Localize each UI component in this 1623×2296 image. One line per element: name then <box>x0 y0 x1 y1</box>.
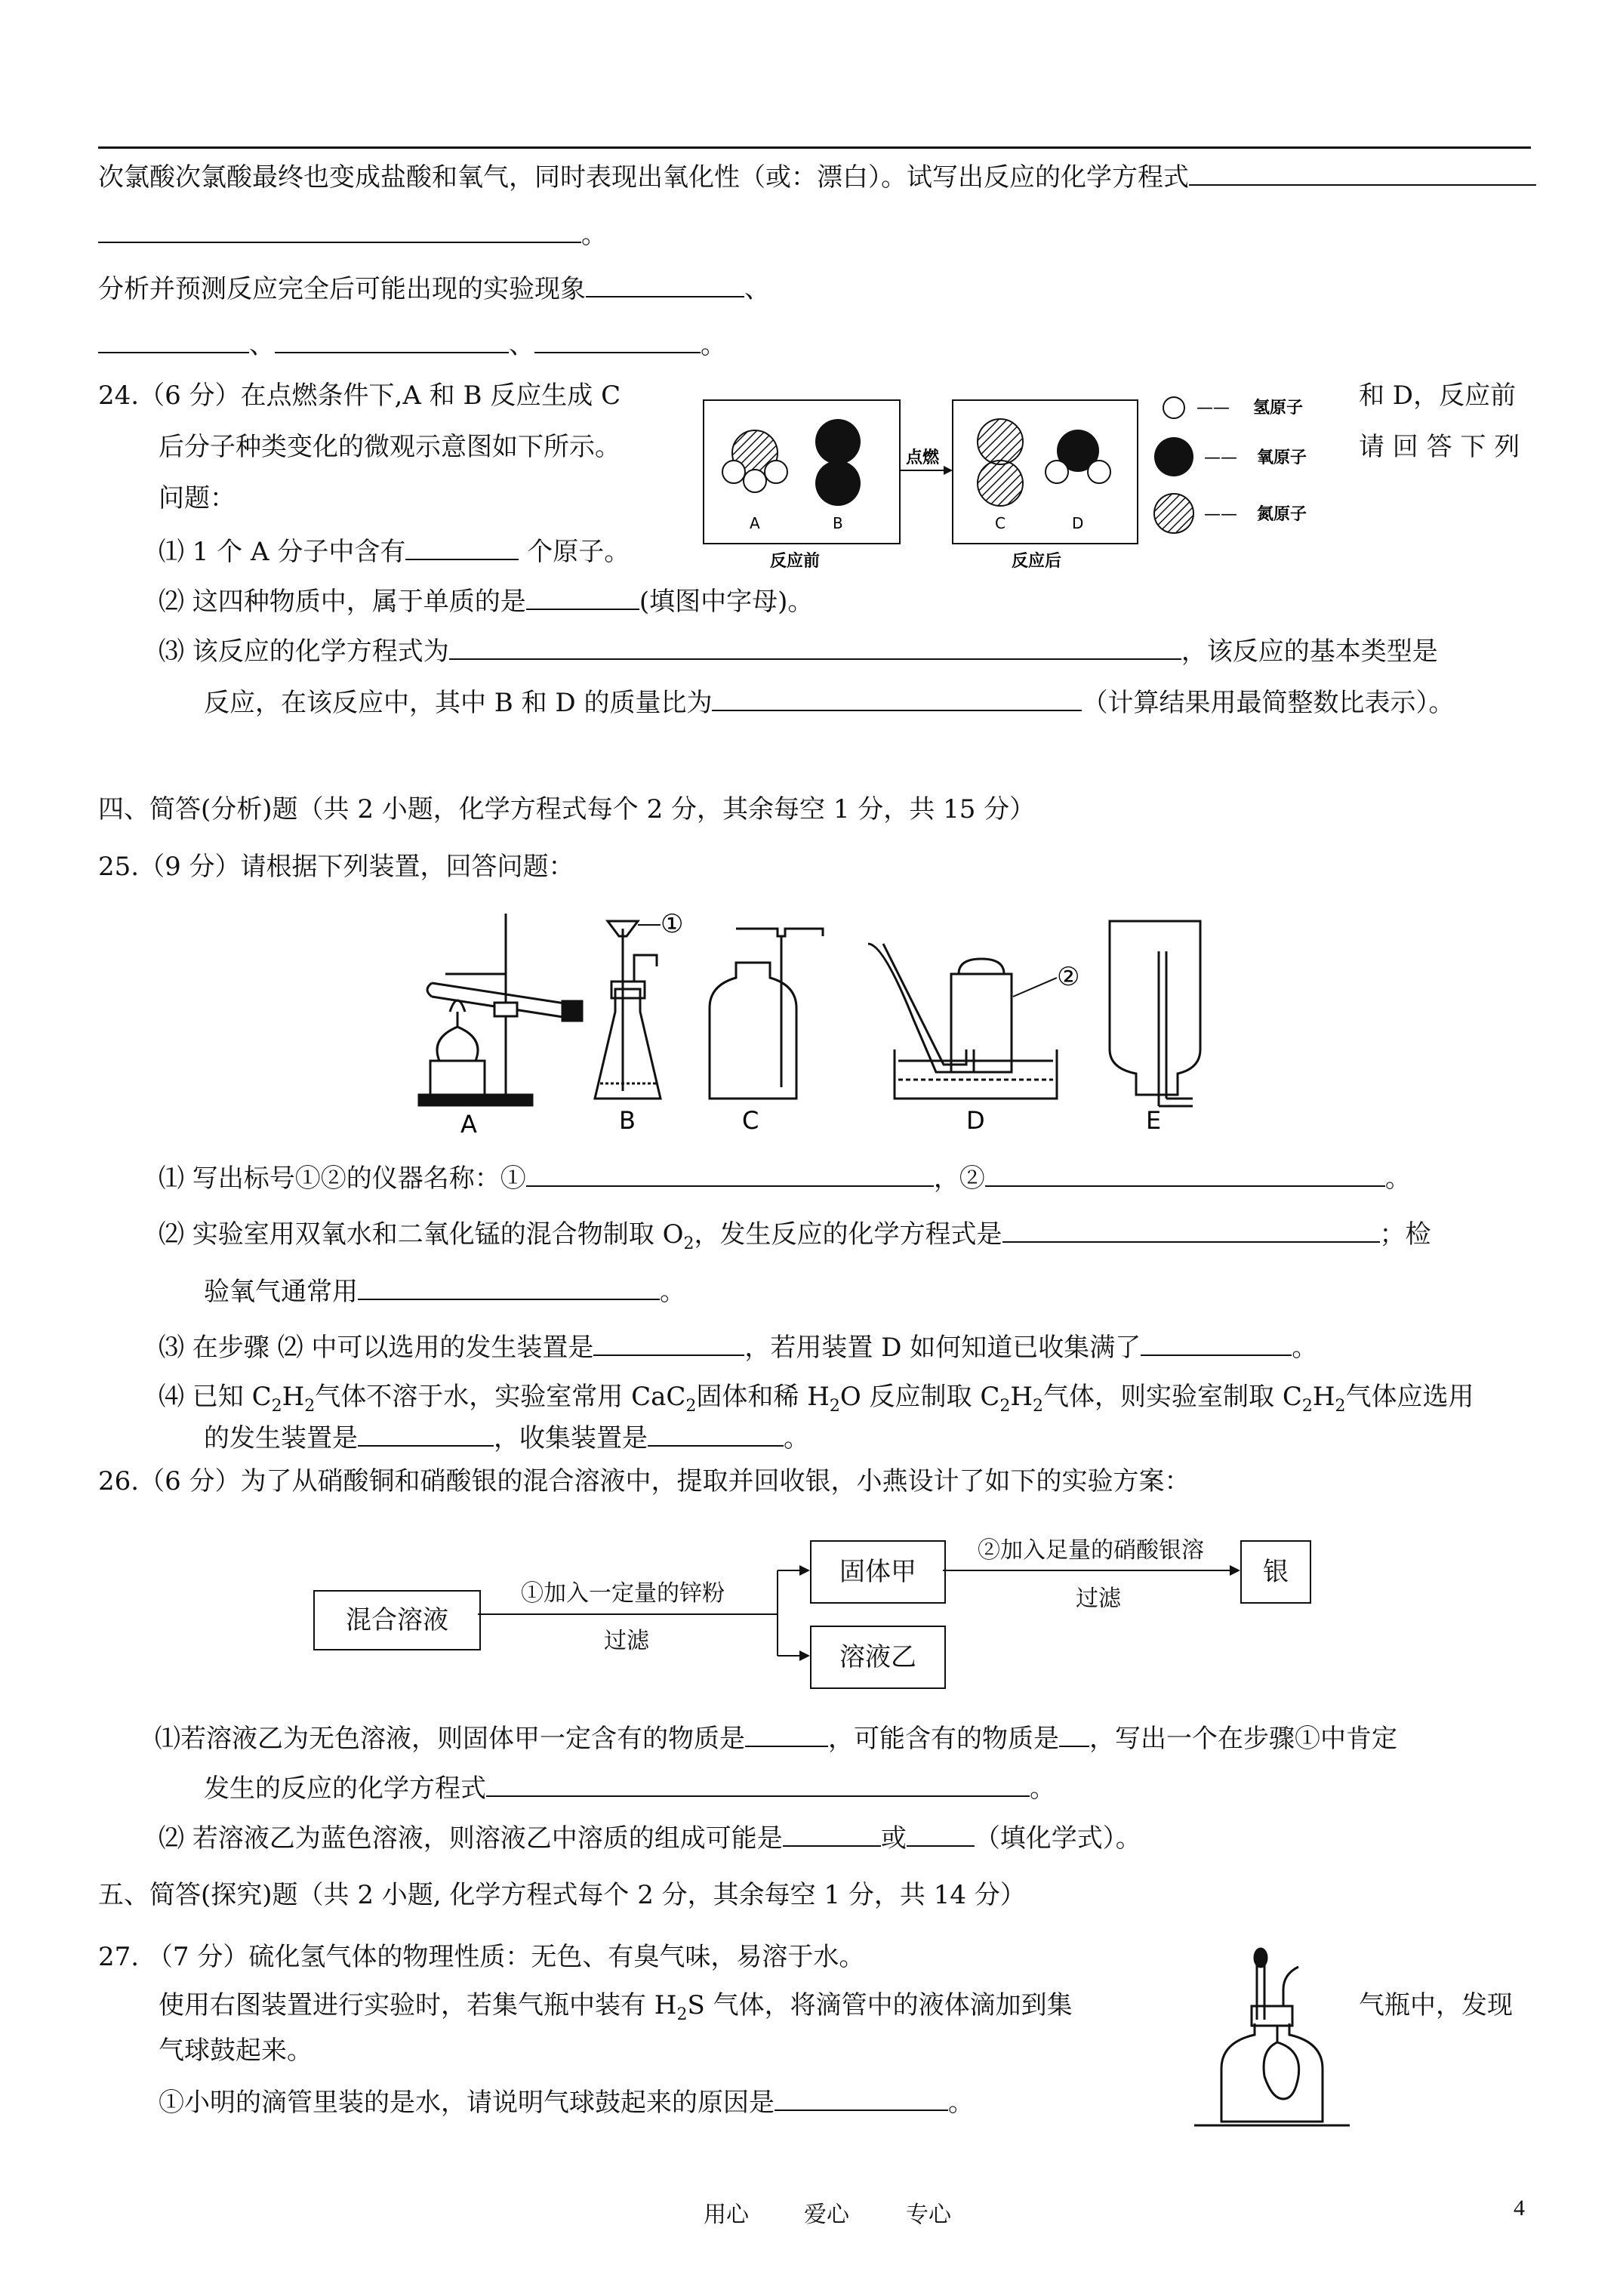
before-label: 反应前 <box>770 552 821 571</box>
legend-dash: —— <box>1196 399 1230 418</box>
q26-sub-1 <box>155 1720 1397 1757</box>
q25-head: 25.（9 分）请根据下列装置，回答问题： <box>98 852 574 882</box>
legend-dash: —— <box>1204 448 1237 467</box>
mark-2-leader <box>1013 978 1057 997</box>
q24-line-3: 问题： <box>159 483 236 513</box>
q26-s1d: 发生的反应的化学方程式 <box>204 1774 486 1804</box>
q26-s2c: （填化学式）。 <box>974 1823 1141 1854</box>
mark-1: ① <box>661 909 684 939</box>
intro-line-3 <box>98 270 770 307</box>
apparatus-C <box>710 929 823 1099</box>
intro-line-4 <box>98 326 726 363</box>
q24-sub-1 <box>159 533 630 570</box>
subscript: 2 <box>683 1234 694 1253</box>
page-number: 4 <box>1514 2196 1525 2220</box>
blank[interactable] <box>275 326 509 353</box>
q24-head-right: 和 D，反应前 <box>1359 381 1517 411</box>
q26-s1c: ，写出一个在步骤①中肯定 <box>1089 1724 1397 1754</box>
hydrogen-atom <box>1046 461 1068 483</box>
period: 。 <box>581 220 607 250</box>
q25-s3b: ，若用装置 D 如何知道已收集满了 <box>744 1333 1141 1363</box>
box-mixed-solution: 混合溶液 <box>313 1590 481 1650</box>
arrow2-bottom-label: 过滤 <box>1076 1586 1121 1612</box>
q25-s4b: H <box>282 1382 305 1412</box>
oxygen-atom <box>815 461 861 506</box>
blank[interactable] <box>98 216 581 243</box>
blank[interactable] <box>98 326 249 353</box>
react-arrow-head <box>944 466 953 475</box>
q27-head: 27. （7 分）硫化氢气体的物理性质：无色、有臭气味，易溶于水。 <box>98 1942 865 1972</box>
q26-sub-2 <box>159 1820 1141 1857</box>
blank[interactable] <box>1189 159 1536 186</box>
blank[interactable] <box>526 583 639 610</box>
period: 。 <box>948 2088 974 2118</box>
q25-sub-4b <box>204 1419 809 1456</box>
q24-s1a: ⑴ 1 个 A 分子中含有 <box>159 537 406 567</box>
q24-sub-3 <box>159 633 1438 670</box>
box-solid-jia: 固体甲 <box>810 1540 946 1604</box>
arrow1-top-label: ①加入一定量的锌粉 <box>521 1580 725 1607</box>
blank[interactable] <box>985 1160 1385 1187</box>
q25-s4g: 气体应选用 <box>1345 1382 1474 1412</box>
q24-s3c: 反应，在该反应中，其中 B 和 D 的质量比为 <box>204 688 713 718</box>
label-D: D <box>1072 514 1084 532</box>
footer-b: 爱心 <box>804 2202 849 2228</box>
legend-nitrogen-icon <box>1154 494 1193 533</box>
box-solution-yi: 溶液乙 <box>810 1626 946 1689</box>
legend-hydrogen-icon <box>1163 397 1184 418</box>
q24-sub-3b <box>204 684 1454 721</box>
footer-a: 用心 <box>704 2202 749 2228</box>
apparatus-figure <box>400 898 1246 1140</box>
subscript: 2 <box>1301 1396 1313 1416</box>
q24-s2a: ⑵ 这四种物质中，属于单质的是 <box>159 587 526 617</box>
mark-2: ② <box>1057 962 1080 992</box>
q25-s4i: ，收集装置是 <box>494 1423 648 1453</box>
q25-s1a: ⑴ 写出标号①②的仪器名称：① <box>159 1163 526 1194</box>
sep: 、 <box>249 330 275 360</box>
q25-s2d: 验氧气通常用 <box>204 1277 358 1307</box>
q27-l2b: S 气体，将滴管中的液体滴加到集 <box>687 1990 1073 2020</box>
q25-s4b: H <box>1010 1382 1033 1412</box>
label-C: C <box>995 514 1006 532</box>
oxygen-atom <box>815 419 861 464</box>
legend-nitrogen: 氮原子 <box>1257 505 1307 524</box>
q26-s2b: 或 <box>880 1823 907 1854</box>
period: 。 <box>1030 1774 1055 1804</box>
q24-s2b: (填图中字母)。 <box>639 587 814 617</box>
period: 。 <box>784 1423 809 1453</box>
apparatus-B <box>595 921 661 1099</box>
blank[interactable] <box>526 1160 934 1187</box>
ignite-label: 点燃 <box>906 448 940 467</box>
q24-sub-2 <box>159 583 813 620</box>
subscript: 2 <box>1335 1396 1346 1416</box>
legend-hydrogen: 氢原子 <box>1253 399 1304 418</box>
blank[interactable] <box>1002 1216 1380 1243</box>
blank[interactable] <box>593 1329 744 1356</box>
apparatus-A <box>419 914 582 1105</box>
blank[interactable] <box>712 684 1082 711</box>
label-A: A <box>460 1110 477 1139</box>
q25-s3a: ⑶ 在步骤 ⑵ 中可以选用的发生装置是 <box>159 1333 594 1363</box>
apparatus-E <box>1110 921 1200 1106</box>
sep: 、 <box>744 274 770 304</box>
blank[interactable] <box>1059 1720 1089 1747</box>
sep: 、 <box>509 330 534 360</box>
q25-s2a: ⑵ 实验室用双氧水和二氧化锰的混合物制取 O <box>159 1219 684 1250</box>
intro-text-1: 次氯酸次氯酸最终也变成盐酸和氧气，同时表现出氧化性（或：漂白）。试写出反应的化学方程式 <box>98 162 1189 193</box>
q25-s4d: 固体和稀 H <box>696 1382 830 1412</box>
q25-sub-2b <box>204 1273 685 1310</box>
section-5-heading: 五、简答(探究)题（共 2 小题, 化学方程式每个 2 分，其余每空 1 分，共 14 分） <box>98 1880 1026 1910</box>
blank[interactable] <box>405 533 519 560</box>
apparatus-D <box>868 944 1057 1099</box>
q24-head: 24.（6 分）在点燃条件下,A 和 B 反应生成 C <box>98 381 621 411</box>
subscript: 2 <box>1033 1396 1044 1416</box>
subscript: 2 <box>685 1396 697 1416</box>
section-4-heading: 四、简答(分析)题（共 2 小题，化学方程式每个 2 分，其余每空 1 分，共 15 分） <box>98 794 1036 824</box>
blank[interactable] <box>745 1720 828 1747</box>
q25-s4a: ⑷ 已知 C <box>159 1382 272 1412</box>
blank[interactable] <box>358 1273 660 1300</box>
blank[interactable] <box>1141 1329 1292 1356</box>
subscript: 2 <box>676 2005 688 2024</box>
intro-line-2 <box>98 216 607 253</box>
molecule-diagram <box>694 381 1540 581</box>
q27-l4a: ①小明的滴管里装的是水，请说明气球鼓起来的原因是 <box>159 2088 775 2118</box>
legend-oxygen-icon <box>1154 437 1193 476</box>
hydrogen-atom <box>744 470 766 492</box>
q24-line-2-right: 请 回 答 下 列 <box>1359 432 1520 462</box>
blank[interactable] <box>783 1820 881 1847</box>
q24-s3b: ，该反应的基本类型是 <box>1181 636 1438 667</box>
q24-s1b: 个原子。 <box>527 537 630 567</box>
subscript: 2 <box>271 1396 282 1416</box>
q26-s1a: ⑴若溶液乙为无色溶液，则固体甲一定含有的物质是 <box>155 1724 745 1754</box>
q27-line-4 <box>159 2084 974 2121</box>
intro-line-1 <box>98 159 1536 196</box>
q25-s2b: ，发生反应的化学方程式是 <box>694 1219 1002 1250</box>
q24-s3d: （计算结果用最简整数比表示）。 <box>1082 688 1455 718</box>
q25-sub-3 <box>159 1329 1317 1366</box>
q27-line-2-right: 气瓶中，发现 <box>1359 1990 1513 2020</box>
gas-bottle-figure <box>1193 1944 1359 2133</box>
hydrogen-atom <box>1088 461 1110 483</box>
label-B: B <box>833 514 843 532</box>
q26-sub-1b <box>204 1770 1055 1807</box>
subscript: 2 <box>829 1396 840 1416</box>
q26-s1b: ，可能含有的物质是 <box>828 1724 1059 1754</box>
legend-dash: —— <box>1204 505 1237 524</box>
q27-l2a: 使用右图装置进行实验时，若集气瓶中装有 H <box>159 1990 677 2020</box>
label-D: D <box>966 1106 985 1135</box>
hydrogen-atom <box>722 461 745 483</box>
after-label: 反应后 <box>1012 552 1062 571</box>
footer-c: 专心 <box>906 2202 951 2228</box>
q26-s2a: ⑵ 若溶液乙为蓝色溶液，则溶液乙中溶质的组成可能是 <box>159 1823 783 1854</box>
blank[interactable] <box>534 326 701 353</box>
blank[interactable] <box>449 633 1181 660</box>
blank[interactable] <box>586 270 744 297</box>
label-A: A <box>750 514 760 532</box>
arrow1-bottom-label: 过滤 <box>604 1628 649 1654</box>
q27-line-2 <box>159 1987 1073 2033</box>
q25-s4e: O 反应制取 C <box>839 1382 1000 1412</box>
q25-sub-1 <box>159 1160 1411 1197</box>
blank[interactable] <box>486 1770 1030 1797</box>
nitrogen-atom <box>978 461 1023 506</box>
subscript: 2 <box>999 1396 1011 1416</box>
q27-line-3: 气球鼓起来。 <box>159 2036 313 2066</box>
blank[interactable] <box>358 1419 494 1447</box>
q25-s1b: ，② <box>933 1163 985 1194</box>
q25-s4c: 气体不溶于水，实验室常用 CaC <box>315 1382 686 1412</box>
blank[interactable] <box>907 1820 975 1847</box>
q25-s2c: ；检 <box>1379 1219 1431 1250</box>
box-silver: 银 <box>1240 1540 1311 1604</box>
q25-s4b: H <box>1312 1382 1335 1412</box>
label-C: C <box>742 1106 759 1135</box>
q24-line-2: 后分子种类变化的微观示意图如下所示。 <box>159 432 621 462</box>
q26-head: 26.（6 分）为了从硝酸铜和硝酸银的混合溶液中，提取并回收银，小燕设计了如下的实验方案： <box>98 1466 1190 1496</box>
period: 。 <box>701 330 726 360</box>
label-B: B <box>619 1106 636 1135</box>
period: 。 <box>1384 1163 1411 1194</box>
q25-s4f: 气体，则实验室制取 C <box>1043 1382 1302 1412</box>
q25-s4h: 的发生装置是 <box>204 1423 358 1453</box>
q25-sub-4 <box>159 1379 1474 1425</box>
q24-s3a: ⑶ 该反应的化学方程式为 <box>159 636 449 667</box>
subscript: 2 <box>304 1396 316 1416</box>
arrow2-top-label: ②加入足量的硝酸银溶 <box>978 1537 1204 1564</box>
q25-sub-2 <box>159 1216 1431 1262</box>
header-rule <box>98 146 1531 149</box>
label-E: E <box>1146 1106 1162 1135</box>
blank[interactable] <box>775 2084 948 2111</box>
blank[interactable] <box>648 1419 784 1447</box>
legend-oxygen: 氧原子 <box>1257 448 1307 467</box>
hydrogen-atom <box>765 461 787 483</box>
nitrogen-atom <box>978 419 1023 464</box>
period: 。 <box>1292 1333 1318 1363</box>
period: 。 <box>660 1277 685 1307</box>
intro-text-3: 分析并预测反应完全后可能出现的实验现象 <box>98 274 586 304</box>
